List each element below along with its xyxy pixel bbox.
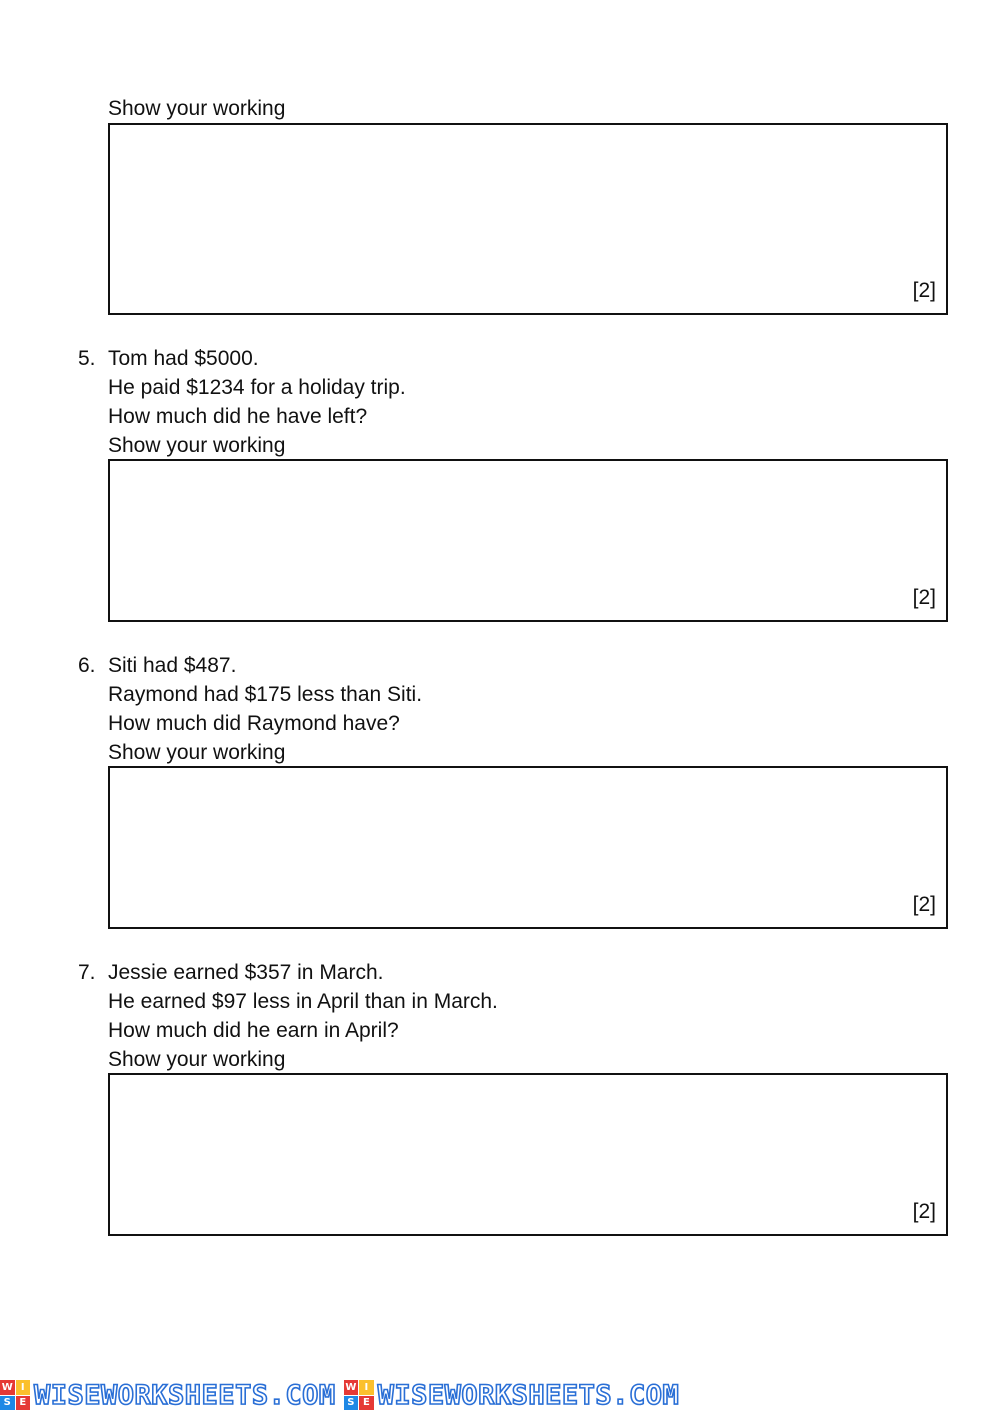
answer-box[interactable] bbox=[108, 1073, 948, 1236]
marks-label: [2] bbox=[912, 893, 936, 916]
marks-label: [2] bbox=[912, 586, 936, 609]
footer-branding bbox=[0, 1378, 1000, 1412]
logo-icon: W I S E bbox=[0, 1380, 30, 1410]
question-text: He paid $1234 for a holiday trip. bbox=[108, 376, 406, 399]
question-text: How much did Raymond have? bbox=[108, 712, 400, 735]
site-logo bbox=[0, 1380, 336, 1411]
question-text: Jessie earned $357 in March. bbox=[108, 961, 384, 984]
question-number: 5. bbox=[78, 347, 96, 370]
question-number: 7. bbox=[78, 961, 96, 984]
site-name: WISEWORKSHEETS.COM bbox=[377, 1379, 680, 1411]
working-label: Show your working bbox=[108, 97, 286, 120]
answer-box[interactable] bbox=[108, 766, 948, 929]
question-text: How much did he have left? bbox=[108, 405, 368, 428]
answer-box[interactable] bbox=[108, 123, 948, 315]
question-text: How much did he earn in April? bbox=[108, 1019, 399, 1042]
question-text: He earned $97 less in April than in March. bbox=[108, 990, 498, 1013]
working-label: Show your working bbox=[108, 1048, 286, 1071]
answer-box[interactable] bbox=[108, 459, 948, 622]
working-label: Show your working bbox=[108, 741, 286, 764]
question-text: Tom had $5000. bbox=[108, 347, 259, 370]
marks-label: [2] bbox=[912, 1200, 936, 1223]
question-text: Siti had $487. bbox=[108, 654, 237, 677]
question-number: 6. bbox=[78, 654, 96, 677]
site-name: WISEWORKSHEETS.COM bbox=[34, 1379, 336, 1411]
site-logo bbox=[344, 1380, 680, 1411]
marks-label: [2] bbox=[912, 279, 936, 302]
question-text: Raymond had $175 less than Siti. bbox=[108, 683, 423, 706]
logo-icon: W I S E bbox=[344, 1380, 374, 1410]
working-label: Show your working bbox=[108, 434, 286, 457]
